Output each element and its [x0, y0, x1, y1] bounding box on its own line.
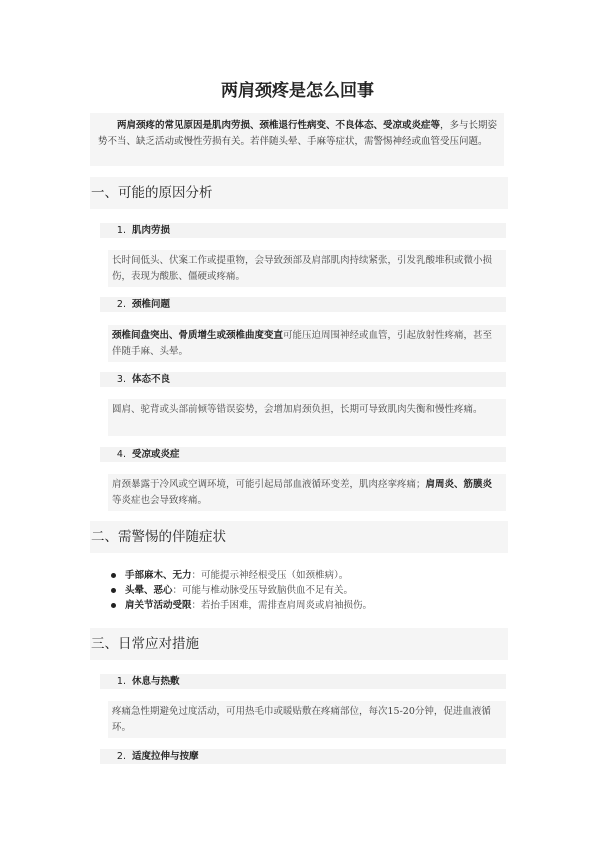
measure-rest-text [108, 701, 506, 738]
list-item-heading [100, 297, 506, 312]
list-item [108, 568, 508, 583]
list-number: 1. [116, 676, 126, 687]
list-item-heading [100, 447, 506, 462]
list-label: 体态不良 [132, 374, 171, 385]
cause-bold: 颈椎间盘突出、骨质增生或颈椎曲度变直 [112, 330, 284, 341]
symptom-bold: 手部麻木、无力 [125, 570, 192, 581]
intro-paragraph [90, 113, 504, 166]
cause-text: 可能压迫周围神经或血管，引起放射性疼痛，甚至伴随手麻、头晕。 [112, 330, 493, 357]
list-number: 2. [116, 751, 126, 762]
symptom-text: ：可能提示神经根受压（如颈椎病）。 [191, 570, 349, 581]
section-heading-causes: 一、可能的原因分析 [90, 177, 508, 209]
intro-bold: 两肩颈疼的常见原因是肌肉劳损、颈椎退行性病变、不良体态、受凉或炎症等 [117, 120, 441, 131]
symptom-bold: 头晕、恶心 [125, 585, 173, 596]
list-label: 受凉或炎症 [132, 449, 180, 460]
list-item [108, 583, 508, 598]
list-label: 休息与热敷 [132, 676, 180, 687]
cause-spine-text [108, 325, 506, 362]
section-heading-symptoms: 二、需警惕的伴随症状 [90, 521, 508, 553]
intro-text: ，多与长期姿势不当、缺乏活动或慢性劳损有关。若伴随头晕、手麻等症状，需警惕神经或血管受压问题。 [98, 120, 498, 147]
cause-text-2: 等炎症也会导致疼痛。 [112, 495, 208, 506]
list-label: 颈椎问题 [132, 299, 171, 310]
cause-muscle-text [108, 250, 506, 287]
list-number: 2. [116, 299, 126, 310]
bullet-icon [111, 603, 116, 608]
measure-text: 疼痛急性期避免过度活动，可用热毛巾或暖贴敷在疼痛部位，每次15-20分钟，促进血液循环。 [112, 706, 491, 733]
bullet-icon [111, 573, 116, 578]
cause-cold-text [108, 474, 506, 511]
symptom-text: ：可能与椎动脉受压导致脑供血不足有关。 [172, 585, 354, 596]
cause-text: 长时间低头、伏案工作或提重物，会导致颈部及肩部肌肉持续紧张，引发乳酸堆积或微小损伤，表现为酸胀、僵硬或疼痛。 [112, 255, 493, 282]
cause-bold: 肩周炎、筋膜炎 [425, 479, 493, 490]
list-number: 3. [116, 374, 126, 385]
page-title: 两肩颈疼是怎么回事 [221, 81, 374, 101]
symptom-list [108, 568, 508, 613]
bullet-icon [111, 588, 116, 593]
list-item-heading [100, 674, 506, 689]
list-number: 4. [116, 449, 126, 460]
list-item [108, 598, 508, 613]
list-item-heading [100, 749, 506, 764]
list-item-heading [100, 372, 506, 387]
list-label: 肌肉劳损 [132, 225, 171, 236]
symptom-bold: 肩关节活动受限 [125, 600, 192, 611]
cause-text: 圆肩、驼背或头部前倾等错误姿势，会增加肩颈负担，长期可导致肌肉失衡和慢性疼痛。 [112, 404, 483, 415]
list-label: 适度拉伸与按摩 [132, 751, 199, 762]
cause-text: 肩颈暴露于冷风或空调环境，可能引起局部血液循环变差，肌肉痉挛疼痛； [112, 479, 426, 490]
list-item-heading [100, 223, 506, 238]
section-heading-measures: 三、日常应对措施 [90, 628, 508, 660]
list-number: 1. [116, 225, 126, 236]
cause-posture-text [108, 399, 506, 436]
symptom-text: ：若抬手困难，需排查肩周炎或肩袖损伤。 [191, 600, 373, 611]
